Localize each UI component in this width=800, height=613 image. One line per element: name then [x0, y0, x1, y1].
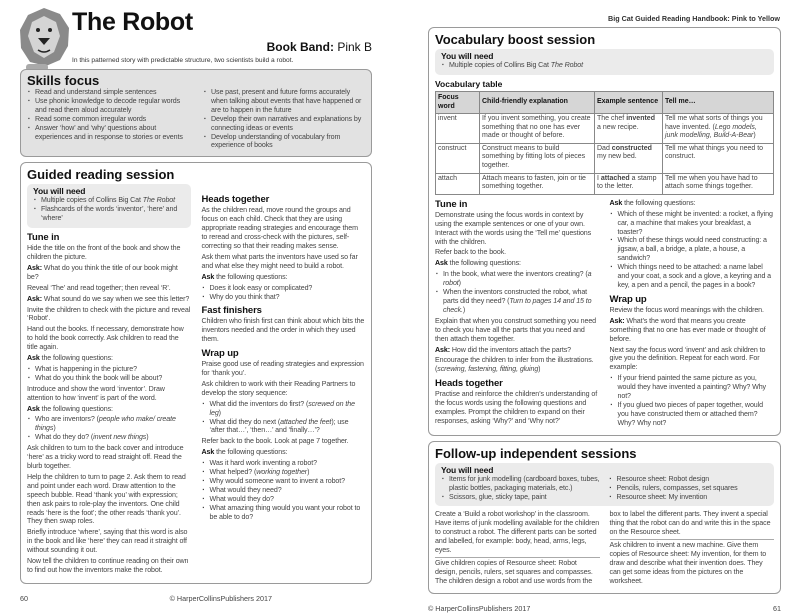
bold-text: Ask: [609, 198, 623, 207]
italic-text: invent new things: [93, 433, 147, 442]
text-run: What would they do?: [209, 494, 274, 503]
list-item: [610, 401, 775, 428]
bold-text: attached: [600, 174, 630, 182]
text-run: As the children read, move round the groups and focus on each child. Check that they are using appropriate reading strategies and encourage them to reread and cross-check with the pictures, self-correcting so that their reading makes sense.: [201, 206, 358, 250]
list-item: [27, 88, 189, 97]
paragraph: [27, 264, 191, 282]
guided-col-2: [202, 190, 366, 577]
skills-col-1: [27, 88, 189, 152]
text-run: Pencils, rulers, compasses, set squares: [616, 483, 738, 492]
list-item: [610, 236, 775, 263]
text-run: Use past, present and future forms accurately when talking about events that have happened or are to happen in the future: [211, 88, 362, 114]
text-run: Tell me when you have had to attach some things together.: [665, 174, 758, 191]
text-run: Resource sheet: Robot design: [616, 474, 710, 483]
bullet-list: [610, 210, 775, 290]
text-run: Was it hard work inventing a robot?: [209, 459, 317, 468]
text-run: Why do you think that?: [209, 292, 280, 301]
list-item: [202, 486, 366, 495]
text-run: Attach means to fasten, join or tie something together.: [482, 174, 586, 191]
text-run: a new recipe.: [597, 123, 639, 131]
page-number-right: 61: [773, 603, 781, 613]
lion-icon: [16, 6, 72, 72]
text-run: Next say the focus word ‘invent’ and ask children to give you the definition. Repeat for each word. For example:: [609, 345, 766, 372]
you-will-need-box: [27, 184, 191, 228]
text-run: What is happening in the picture?: [35, 364, 137, 373]
bullet-list: [609, 475, 769, 502]
table-cell: [595, 143, 663, 173]
text-run: the following questions:: [447, 259, 521, 268]
text-run: ): [53, 424, 56, 433]
text-run: ): [538, 365, 541, 374]
list-item: [610, 374, 775, 401]
bullet-list: [202, 284, 366, 302]
text-run: What helped? (: [209, 468, 257, 477]
vocab-col-1: [435, 195, 600, 430]
list-item: [609, 484, 769, 493]
text-run: What do you think the book will be about?: [35, 373, 163, 382]
italic-text: Turn to pages 14 and 15 to check.: [443, 297, 592, 314]
bullet-list: [435, 270, 600, 315]
paragraph: [27, 306, 191, 324]
text-run: Now tell the children to continue reading on their own to find out how the inventors make the robot.: [27, 557, 189, 574]
text-run: Encourage the children to infer from the illustrations. (: [435, 356, 594, 374]
running-header: Big Cat Guided Reading Handbook: Pink to Yellow: [608, 14, 780, 23]
text-run: Which things need to be attached: a name label and your coat, a sock and a glove, a keyring and a key, a pen and a pencil, the pages in a book?: [617, 263, 772, 289]
bullet-list: [202, 459, 366, 521]
text-run: Why would someone want to invent a robot?: [209, 477, 345, 485]
guided-reading-box: [20, 162, 372, 584]
paragraph: [435, 211, 600, 247]
list-item: [27, 97, 189, 115]
list-item: [202, 495, 366, 504]
paragraph: [610, 199, 775, 208]
text-run: Hide the title on the front of the book and show the children the picture.: [27, 244, 181, 261]
paragraph: [435, 390, 600, 426]
italic-text: a robot: [443, 270, 592, 288]
text-run: Which of these things would need constructing: a jigsaw, a ball, a bridge, a plate, a house, a sandwich?: [617, 236, 767, 263]
text-run: Read and understand simple sentences: [35, 88, 157, 96]
column-header: Focus word: [436, 91, 480, 113]
text-run: Create a ‘Build a robot workshop’ in the classroom. Have items of junk modelling available for the children to construct a robot. The different parts can be sorted and labelled, for example: body, head, arms, legs, eyes.: [435, 510, 600, 555]
list-item: [202, 468, 366, 477]
text-run: Answer ‘how’ and ‘why’ questions about experiences and in response to stories or events: [35, 123, 183, 141]
list-item: [441, 61, 768, 70]
follow-up-col-2: [610, 510, 775, 587]
page-title: The Robot: [72, 8, 193, 36]
paragraph: [27, 528, 191, 555]
paragraph: [202, 448, 366, 457]
italic-text: Lego models, junk modelling, Build-A-Bear: [665, 123, 757, 140]
italic-text: The Robot: [550, 61, 584, 69]
text-run: What do they do? (: [35, 433, 94, 442]
you-will-need-title: You will need: [441, 51, 494, 61]
paragraph: [435, 356, 600, 374]
bullet-list: [33, 196, 185, 223]
text-run: What did they do next (: [209, 417, 281, 426]
text-run: If you glued two pieces of paper together, would you have constructed them or attached them? Why? Why not?: [617, 400, 763, 427]
book-band-label: Book Band:: [266, 40, 334, 54]
text-run: Refer back to the book. Look at page 7 together.: [201, 437, 349, 446]
bold-text: Ask:: [27, 294, 42, 303]
paragraph: [202, 317, 366, 344]
paragraph: [435, 346, 600, 355]
paragraph: [27, 295, 191, 304]
bold-text: invented: [626, 115, 655, 123]
table-cell: [480, 143, 595, 173]
list-item: [610, 263, 775, 290]
book-summary: In this patterned story with predictable structure, two scientists build a robot.: [72, 57, 294, 64]
paragraph: [202, 437, 366, 446]
text-run: Develop their own narratives and explanations by connecting ideas or events: [211, 114, 362, 132]
section-heading: Heads together: [201, 194, 270, 206]
bold-text: Ask: [201, 448, 215, 457]
bullet-list: [27, 88, 189, 141]
follow-up-box: [428, 441, 781, 594]
text-run: ): [462, 305, 466, 314]
list-item: [609, 493, 769, 502]
text-run: ): [458, 279, 461, 288]
text-run: ): [307, 468, 310, 477]
table-cell: [436, 143, 480, 173]
paragraph: [435, 510, 600, 555]
list-item: [27, 365, 191, 374]
bullet-list: [203, 88, 365, 150]
text-run: Scissors, glue, sticky tape, paint: [449, 492, 547, 501]
paragraph: [435, 557, 600, 586]
paragraph: [202, 253, 366, 271]
bullet-list: [202, 400, 366, 436]
column-header: Tell me…: [663, 91, 774, 113]
list-item: [203, 115, 365, 133]
list-item: [27, 433, 191, 442]
list-item: [202, 293, 366, 302]
bold-text: constructed: [611, 144, 652, 152]
paragraph: [202, 273, 366, 282]
list-item: [202, 504, 366, 522]
paragraph: [610, 306, 775, 315]
section-heading: Tune in: [435, 198, 468, 210]
left-page-column: [20, 69, 372, 603]
text-run: the following questions:: [214, 272, 288, 281]
list-item: [202, 284, 366, 293]
book-band: [267, 40, 372, 54]
list-item: [441, 475, 601, 493]
paragraph: [610, 539, 775, 586]
text-run: Construct means to build something by fitting lots of pieces together.: [482, 144, 586, 170]
text-run: Help the children to turn to page 2. Ask them to read and point under each word. Draw attention to the speech bubble. Read ‘thank you’ with expression; then ask pairs to role-play the inventors. One child reads ‘here is the foot’; the other reads ‘thank you’. They then swap roles.: [27, 472, 186, 526]
text-run: Demonstrate using the focus words in context by using the example sentences or one of your own. Interact with the words using the ‘Tell me’ questions with the children.: [435, 210, 592, 246]
section-heading: Wrap up: [201, 348, 239, 360]
text-run: Hand out the books. If necessary, demonstrate how to hold the book correctly. Ask children to read the title again.: [27, 325, 184, 352]
page-number-left: 60: [20, 593, 28, 603]
text-run: Items for junk modelling (cardboard boxes, tubes, plastic bottles, packaging materials, etc.): [449, 474, 600, 492]
table-row: [436, 114, 774, 144]
left-footer: [20, 594, 372, 603]
table-row: [436, 173, 774, 194]
text-run: the following questions:: [39, 404, 113, 413]
text-run: Tell me what sorts of things you have invented. (: [665, 115, 763, 131]
paragraph: [27, 473, 191, 526]
you-will-need-box: [435, 49, 774, 75]
vocabulary-table: [435, 91, 774, 195]
book-band-value: Pink B: [337, 40, 372, 54]
paragraph: [435, 317, 600, 344]
text-run: a stamp to the letter.: [597, 174, 657, 191]
text-run: Develop understanding of vocabulary from experience of books: [211, 132, 341, 150]
text-run: construct: [438, 144, 467, 152]
text-run: Does it look easy or complicated?: [209, 283, 313, 292]
table-cell: [663, 143, 774, 173]
list-item: [27, 415, 191, 433]
text-run: attach: [438, 174, 458, 182]
text-run: Flashcards of the words ‘inventor’, ‘here’ and ‘where’: [41, 205, 178, 223]
list-item: [27, 374, 191, 383]
text-run: What did the inventors do first? (: [209, 399, 309, 408]
text-run: Give children copies of Resource sheet: Robot design, pencils, rulers, set squares and compasses. The children design a robot and use words from the: [435, 558, 593, 585]
you-will-need-title: You will need: [33, 186, 86, 197]
table-cell: [436, 114, 480, 144]
paragraph: [27, 444, 191, 471]
list-item: [202, 477, 366, 486]
bullet-list: [27, 365, 191, 383]
italic-text: screwing, fastening, fitting, gluing: [437, 365, 539, 374]
paragraph: [27, 244, 191, 262]
text-run: Who are inventors? (: [35, 415, 99, 424]
lion-logo: [16, 6, 72, 72]
text-run: In the book, what were the inventors creating? (: [443, 270, 588, 279]
text-run: Multiple copies of Collins Big Cat: [41, 196, 143, 205]
text-run: Multiple copies of Collins Big Cat: [449, 61, 551, 69]
paragraph: [27, 557, 191, 575]
paragraph: [27, 354, 191, 363]
text-run: Reveal ‘The’ and read together; then reveal ‘R’.: [27, 283, 171, 292]
guided-col-1: [27, 232, 191, 575]
italic-text: people who make/ create things: [35, 415, 176, 433]
paragraph: [202, 380, 366, 398]
table-cell: [595, 173, 663, 194]
copyright-right: © HarperCollinsPublishers 2017: [428, 603, 531, 613]
text-run: Tell me what things you need to construct.: [665, 144, 764, 161]
paragraph: [27, 325, 191, 352]
text-run: What’s the word that means you create something that no one has ever made or thought of before.: [609, 316, 766, 343]
bold-text: Ask: [27, 404, 40, 413]
table-cell: [663, 173, 774, 194]
text-run: ): [218, 408, 221, 417]
vocab-col-2: [610, 199, 775, 430]
need-col-2: [609, 475, 769, 504]
text-run: If your friend painted the same picture as you, would they have invented a painting? Why? Why not?: [617, 374, 767, 401]
table-cell: [663, 114, 774, 144]
text-run: Practise and reinforce the children’s understanding of the focus words using the following questions and examples. Prompt the children to expand on their responses, asking ‘Why?’ and ‘Why not?’: [435, 390, 598, 425]
table-row: [436, 143, 774, 173]
list-item: [609, 475, 769, 484]
copyright-left: © HarperCollinsPublishers 2017: [169, 593, 272, 603]
paragraph: [27, 385, 191, 403]
text-run: What amazing thing would you want your robot to be able to do?: [209, 503, 361, 521]
paragraph: [610, 317, 775, 344]
you-will-need-list: [33, 196, 185, 223]
section-heading: Wrap up: [609, 293, 647, 305]
text-run: Children who finish first can think about which bits the inventors needed and the order in which they used them.: [201, 317, 365, 344]
right-page-column: [428, 27, 781, 613]
paragraph: [27, 405, 191, 414]
table-cell: [480, 114, 595, 144]
follow-up-col-1: [435, 510, 600, 587]
you-will-need-box: [435, 463, 774, 507]
paragraph: [610, 346, 775, 373]
vocabulary-boost-box: [428, 27, 781, 436]
vocabulary-table-body: [436, 114, 774, 195]
text-run: What would they need?: [209, 485, 282, 494]
italic-text: working together: [256, 468, 308, 477]
bold-text: Ask: [27, 354, 40, 363]
paragraph: [202, 206, 366, 251]
table-cell: [480, 173, 595, 194]
column-header: Child-friendly explanation: [480, 91, 595, 113]
list-item: [610, 210, 775, 237]
table-cell: [436, 173, 480, 194]
list-item: [441, 493, 601, 502]
text-run: What sound do we say when we see this letter?: [41, 294, 190, 303]
text-run: the following questions:: [39, 354, 113, 363]
need-col-1: [441, 475, 601, 504]
bold-text: Ask:: [27, 263, 42, 272]
paragraph: [435, 259, 600, 268]
paragraph: [202, 360, 366, 378]
list-item: [27, 124, 189, 142]
follow-up-title: Follow-up independent sessions: [435, 445, 637, 461]
you-will-need-list: [441, 61, 768, 70]
bullet-list: [441, 475, 601, 502]
text-run: Resource sheet: My invention: [616, 492, 708, 501]
bullet-list: [27, 415, 191, 442]
text-run: What do you think the title of our book might be?: [27, 263, 178, 281]
skills-col-2: [203, 88, 365, 152]
skills-focus-title: Skills focus: [27, 73, 100, 88]
bullet-list: [610, 374, 775, 427]
text-run: Refer back to the book.: [435, 248, 507, 257]
text-run: ): [146, 433, 149, 442]
list-item: [202, 459, 366, 468]
text-run: invent: [438, 115, 457, 123]
guided-reading-title: Guided reading session: [27, 167, 175, 183]
text-run: Dad: [597, 144, 612, 152]
bullet-list: [441, 61, 768, 70]
section-heading: Fast finishers: [201, 305, 262, 317]
bold-text: Ask: [201, 272, 215, 281]
text-run: Which of these might be invented: a rocket, a flying car, a machine that makes your breakfast, a toaster?: [617, 209, 773, 236]
table-header-row: [436, 91, 774, 113]
list-item: [203, 133, 365, 151]
right-footer: [428, 604, 781, 613]
list-item: [27, 115, 189, 124]
text-run: ); use ‘after that…’, ‘then…’ and ‘finally…’?: [209, 417, 349, 435]
text-run: Read some common irregular words: [35, 114, 147, 123]
text-run: ): [753, 132, 756, 140]
text-run: Praise good use of reading strategies and expression for ‘thank you’.: [201, 360, 364, 378]
text-run: Review the focus word meanings with the children.: [609, 305, 764, 314]
bold-text: Ask: [435, 259, 448, 268]
text-run: Introduce and show the word ‘inventor’. Draw attention to how ‘invent’ is part of the word.: [27, 384, 165, 402]
vocabulary-table-title: Vocabulary table: [435, 78, 503, 89]
bold-text: Ask:: [609, 316, 625, 325]
column-header: Example sentence: [595, 91, 663, 113]
text-run: the following questions:: [214, 448, 288, 457]
paragraph: [27, 284, 191, 293]
text-run: Ask them what parts the inventors have used so far and what else they might need to build a robot.: [201, 252, 358, 270]
text-run: Ask children to turn to the back cover and introduce ‘here’ as a tricky word to read straight off. Read the blurb together.: [27, 444, 184, 470]
list-item: [435, 270, 600, 288]
list-item: [435, 288, 600, 315]
italic-text: The Robot: [142, 196, 176, 205]
paragraph: [610, 510, 775, 537]
text-run: The chef: [597, 115, 627, 123]
table-cell: [595, 114, 663, 144]
section-heading: Tune in: [27, 232, 60, 244]
italic-text: attached the feet: [280, 417, 332, 426]
bold-text: Ask:: [435, 345, 450, 354]
paragraph: [435, 248, 600, 257]
text-run: my new bed.: [597, 153, 637, 161]
text-run: Ask children to work with their Reading Partners to develop the story sequence:: [201, 379, 356, 397]
italic-text: screwed on the leg: [209, 399, 355, 417]
text-run: Ask children to invent a new machine. Give them copies of Resource sheet: My invention, for them to draw and describe what their invention does. They can get some ideas from the pictures on the worksheet.: [609, 541, 767, 585]
text-run: How did the inventors attach the parts?: [449, 345, 571, 354]
vocabulary-title: Vocabulary boost session: [435, 32, 596, 47]
text-run: box to label the different parts. They invent a special thing that the robot can do and write this in the space on the Resource sheet.: [609, 510, 771, 537]
text-run: If you invent something, you create something that no one has ever made or thought of before.: [482, 115, 591, 140]
list-item: [202, 400, 366, 418]
text-run: I: [597, 174, 601, 182]
text-run: the following questions:: [622, 198, 696, 207]
list-item: [33, 205, 185, 223]
list-item: [202, 418, 366, 436]
list-item: [203, 88, 365, 115]
section-heading: Heads together: [435, 378, 503, 390]
text-run: Briefly introduce ‘where’, saying that this word is also in the book and like ‘here’ they can read it straight off without sounding it out.: [27, 528, 188, 555]
text-run: Use phonic knowledge to decode regular words and read them aloud accurately: [35, 96, 181, 114]
text-run: Invite the children to check with the picture and reveal ‘Robot’.: [27, 305, 191, 323]
text-run: Explain that when you construct something you need to check you have all the parts that you need and then attach them together.: [435, 316, 597, 343]
you-will-need-title: You will need: [441, 464, 494, 475]
skills-focus-box: [20, 69, 372, 157]
text-run: When the inventors constructed the robot, what parts did they need? (: [443, 288, 588, 305]
list-item: [33, 196, 185, 205]
